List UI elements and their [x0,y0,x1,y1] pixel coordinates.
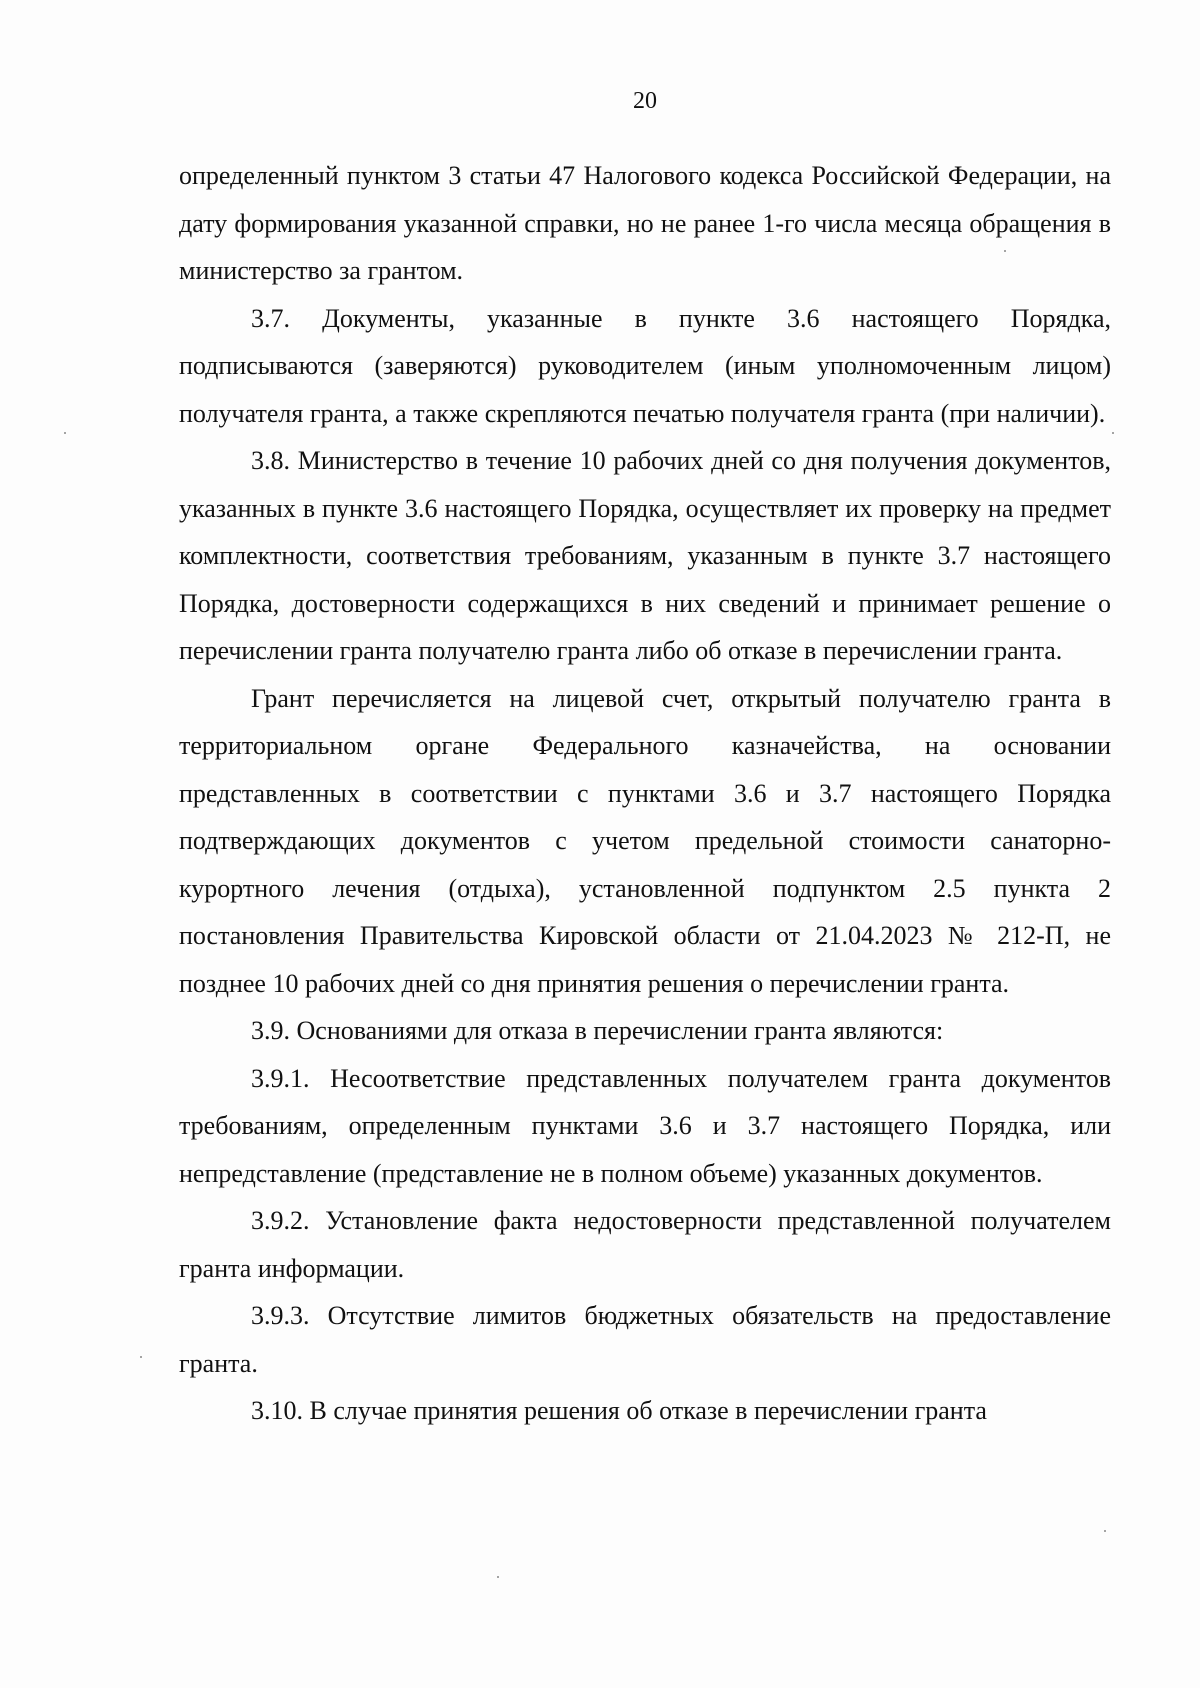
paragraph-3-9: 3.9. Основаниями для отказа в перечислении гранта являются: [251,1016,944,1045]
scan-speck [140,1356,142,1358]
scan-speck [1112,432,1114,434]
paragraph-3-8: 3.8. Министерство в течение 10 рабочих дней со дня получения документов, указанных в пункте 3.6 настоящего Порядка, осуществляет их проверку на предмет комплектности, соответствия требованиям, указанным в пункте 3.7 настоящего Порядка, достоверности содержащихся в них сведений и принимает решение о перечислении гранта получателю гранта либо об отказе в перечислении гранта. [179,446,1111,665]
scan-speck [1104,1530,1106,1532]
paragraph-3-9-1: 3.9.1. Несоответствие представленных получателем гранта документов требованиям, определенным пунктами 3.6 и 3.7 настоящего Порядка, или непредставление (представление не в полном объеме) указанных документов. [179,1063,1111,1188]
paragraph-3-10: 3.10. В случае принятия решения об отказе в перечислении гранта [251,1396,987,1425]
scan-speck [497,1576,499,1578]
scan-speck [64,432,66,434]
paragraph-grant-transfer: Грант перечисляется на лицевой счет, открытый получателю гранта в территориальном органе Федерального казначейства, на основании представленных в соответствии с пунктами 3.6 и 3.7 настоящего Порядка подтверждающих документов с учетом предельной стоимости санаторно-курортного лечения (отдыха), установленной подпунктом 2.5 пункта 2 постановления Правительства Кировской области от 21.04.2023 № 212-П, не позднее 10 рабочих дней со дня принятия решения о перечислении гранта. [179,683,1111,998]
paragraph-continuation: определенный пунктом 3 статьи 47 Налогового кодекса Российской Федерации, на дату формирования указанной справки, но не ранее 1-го числа месяца обращения в министерство за грантом. [179,161,1111,285]
page-number: 20 [633,88,657,114]
scan-speck [1004,250,1006,252]
paragraph-3-9-2: 3.9.2. Установление факта недостоверности представленной получателем гранта информации. [179,1206,1111,1283]
paragraph-3-9-3: 3.9.3. Отсутствие лимитов бюджетных обязательств на предоставление гранта. [179,1301,1111,1378]
paragraph-3-7: 3.7. Документы, указанные в пункте 3.6 настоящего Порядка, подписываются (заверяются) руководителем (иным уполномоченным лицом) получателя гранта, а также скрепляются печатью получателя гранта (при наличии). [179,303,1111,428]
document-body [179,152,1111,1435]
